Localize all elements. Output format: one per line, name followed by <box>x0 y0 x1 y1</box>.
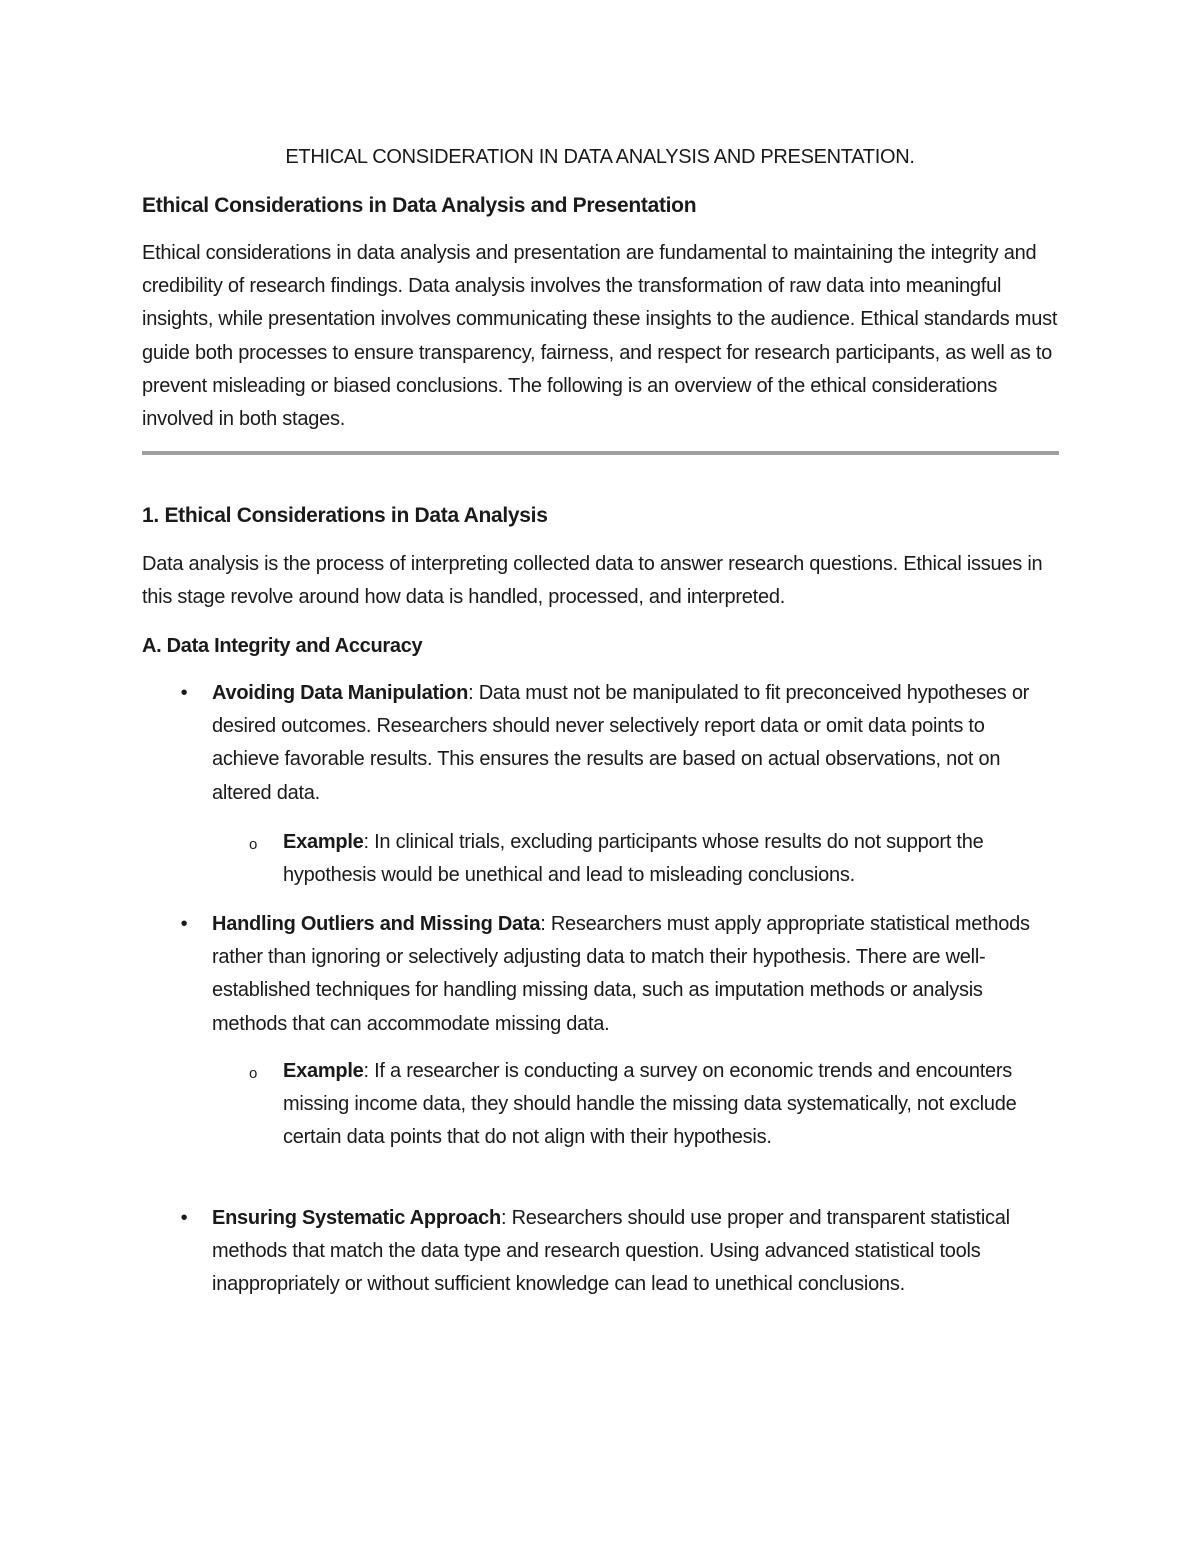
section-paragraph: Data analysis is the process of interpreting collected data to answer research questions. Ethical issues in this stage revolve around how data is handled, processed, and interpreted. <box>142 553 1043 609</box>
bullet-term: Handling Outliers and Missing Data <box>212 913 541 935</box>
section-heading: 1. Ethical Considerations in Data Analysis <box>142 504 548 527</box>
bullet-text: : Data must not be manipulated to fit preconceived hypotheses or desired outcomes. Researchers should never selectively report data or omit data points to achieve favorable results. This ensures the results are based on actual observations, not on altered data. <box>212 682 1030 804</box>
bullet-term: Ensuring Systematic Approach <box>212 1207 501 1229</box>
horizontal-rule <box>142 451 1059 455</box>
bullet-term: Avoiding Data Manipulation <box>212 682 469 704</box>
sub-list-item <box>248 1055 1043 1155</box>
circle-bullet-icon: o <box>248 1065 258 1082</box>
list-item <box>180 1202 1052 1302</box>
main-heading: Ethical Considerations in Data Analysis and Presentation <box>142 194 697 217</box>
bullet-icon: • <box>180 1207 188 1229</box>
bullet-text: : Researchers must apply appropriate statistical methods rather than ignoring or selectively adjusting data to match their hypothesis. There are well-established techniques for handling missing data, such as imputation methods or analysis methods that can accommodate missing data. <box>212 913 1030 1035</box>
bullet-icon: • <box>180 913 188 935</box>
example-text: : If a researcher is conducting a survey on economic trends and encounters missing income data, they should handle the missing data systematically, not exclude certain data points that do not align with their hypothesis. <box>283 1060 1017 1149</box>
bullet-icon: • <box>180 682 188 704</box>
example-term: Example <box>283 1060 364 1082</box>
subsection-heading: A. Data Integrity and Accuracy <box>142 635 423 657</box>
example-text: : In clinical trials, excluding participants whose results do not support the hypothesis would be unethical and lead to misleading conclusions. <box>283 831 984 887</box>
sub-list-item <box>248 826 1043 892</box>
list-item <box>180 908 1052 1041</box>
document-title: ETHICAL CONSIDERATION IN DATA ANALYSIS AND PRESENTATION. <box>285 146 915 168</box>
example-term: Example <box>283 831 364 853</box>
list-item <box>180 677 1052 810</box>
bullet-text: : Researchers should use proper and transparent statistical methods that match the data type and research question. Using advanced statistical tools inappropriately or without sufficient knowledge can lead to unethical conclusions. <box>212 1207 1010 1296</box>
intro-paragraph: Ethical considerations in data analysis and presentation are fundamental to maintaining the integrity and credibility of research findings. Data analysis involves the transformation of raw data into meaningful insights, while presentation involves communicating these insights to the audience. Ethical standards must guide both processes to ensure transparency, fairness, and respect for research participants, as well as to prevent misleading or biased conclusions. The following is an overview of the ethical considerations involved in both stages. <box>142 242 1058 431</box>
circle-bullet-icon: o <box>248 836 258 853</box>
